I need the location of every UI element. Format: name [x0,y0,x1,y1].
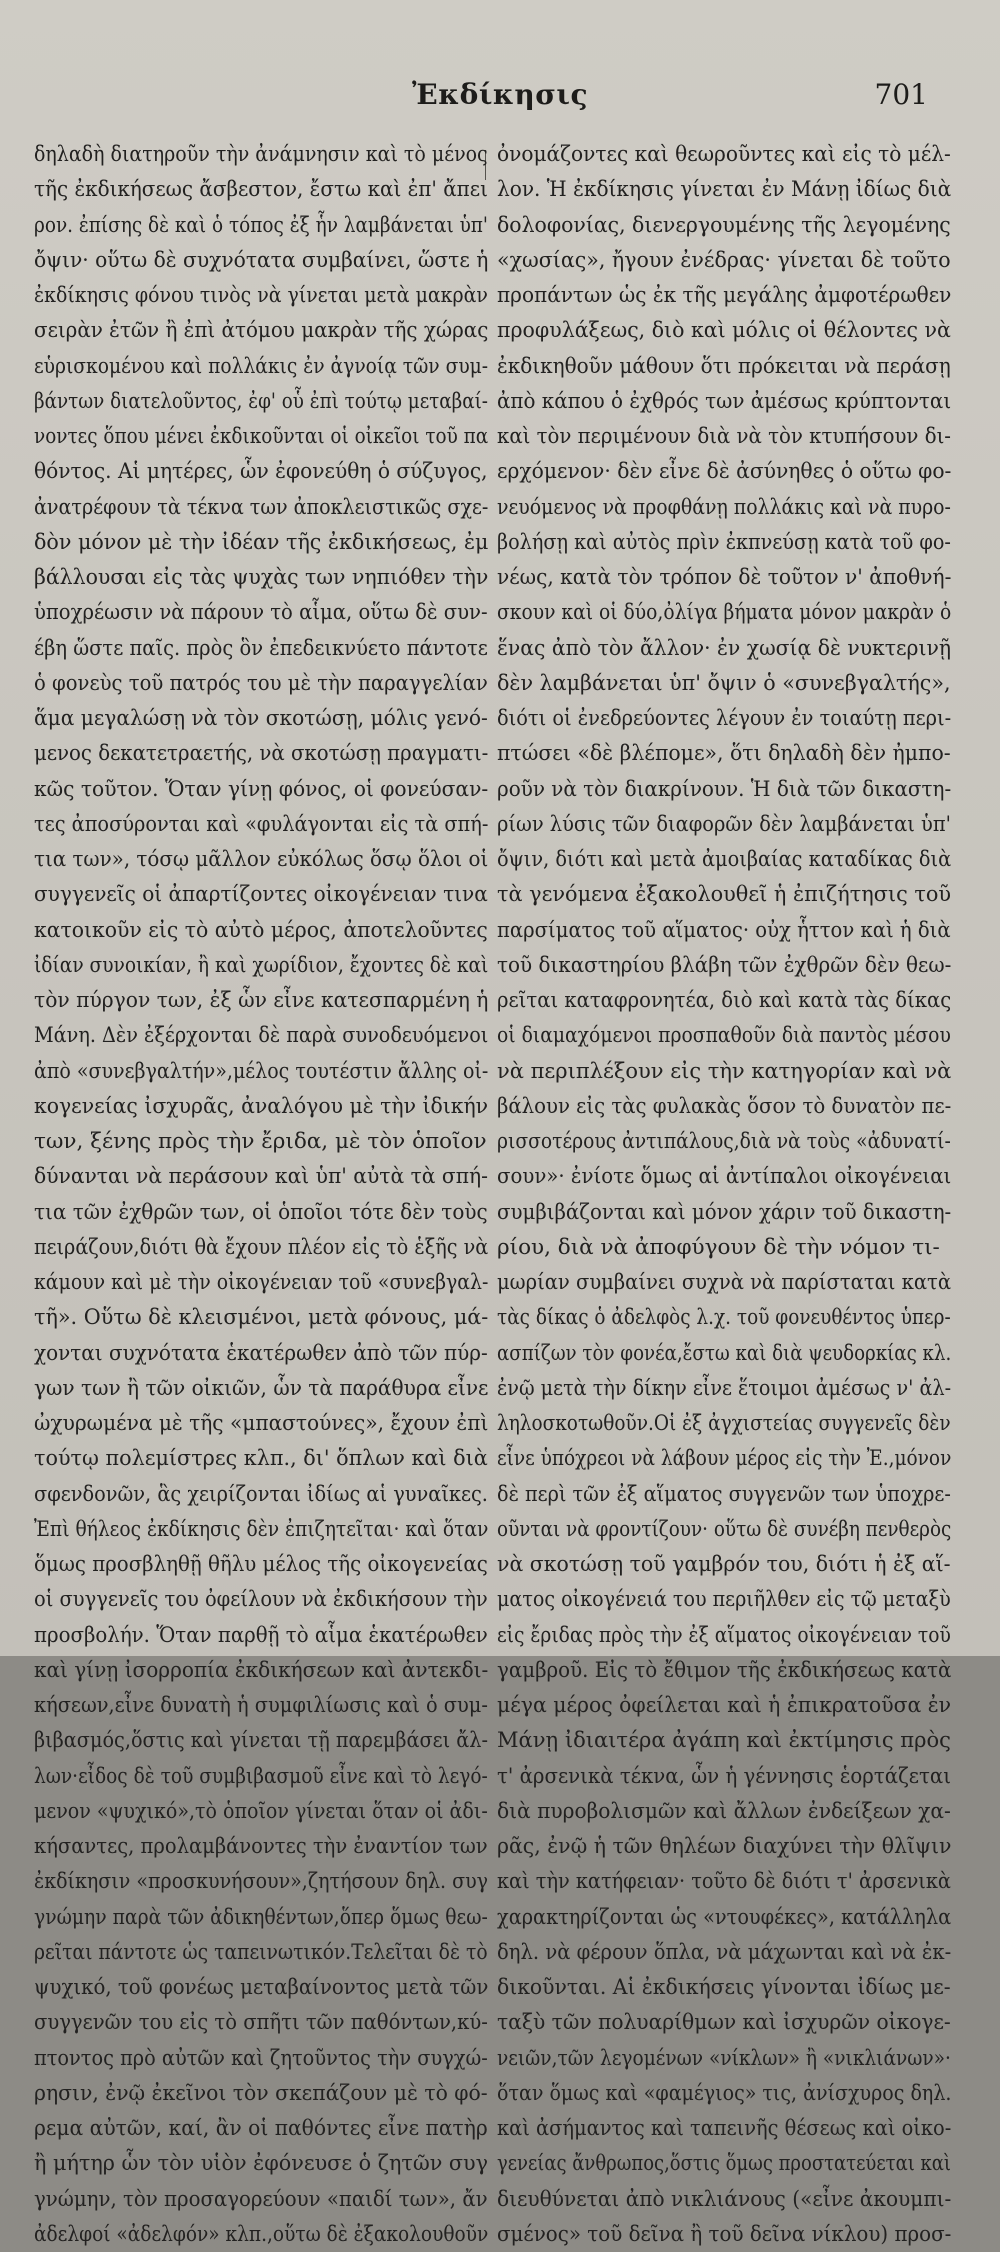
text-line: ρεῖται καταφρονητέα, διὸ καὶ κατὰ τὰς δίκας [497,988,952,1013]
text-line: τες ἀποσύρονται καὶ «φυλάγονται εἰς τὰ σπή- [34,811,489,837]
right-text-column [497,137,951,2252]
text-line: δὲν λαμβάνεται ὑπ' ὄψιν ὁ «συνεβγαλτής», [497,670,951,696]
text-line: ερχόμενον· δὲν εἶνε δὲ ἀσύνηθες ὁ οὕτω φο- [497,459,952,485]
text-line: ἀπὸ «συνεβγαλτήν»,μέλος τουτέστιν ἄλλης οἰ- [34,1058,489,1084]
text-line: γνώμην, τὸν προσαγορεύουν «παιδί των», ἄν [34,2186,488,2212]
text-line: προπάντων ὡς ἐκ τῆς μεγάλης ἀμφοτέρωθεν [497,283,952,308]
text-line: καὶ ἀσήμαντος καὶ ταπεινῆς θέσεως καὶ οἰκο- [497,2116,952,2141]
text-line: σμένος» τοῦ δεῖνα ἢ τοῦ δεῖνα νίκλου) προσ- [497,2221,952,2247]
text-line: σειρὰν ἐτῶν ἢ ἐπὶ ἀτόμου μακρὰν τῆς χώρας [34,318,489,344]
text-line: διὰ πυροβολισμῶν καὶ ἄλλων ἐνδείξεων χα- [497,1798,951,1824]
text-line: θόντος. Αἱ μητέρες, ὧν ἐφονεύθη ὁ σύζυγος, [34,459,488,485]
text-line: οἱ διαμαχόμενοι προσπαθοῦν διὰ παντὸς μέσου [497,1023,951,1049]
text-line: έβη ὥστε παῖς. πρὸς ὃν ἐπεδεικνύετο πάντοτε [34,635,488,661]
text-line: ψυχικό, τοῦ φονέως μεταβαίνοντος μετὰ τῶν [34,1975,489,2000]
text-line: τὰ γενόμενα ἐξακολουθεῖ ἡ ἐπιζήτησις τοῦ [497,882,952,908]
text-line: των, ξένης πρὸς τὴν ἔριδα, μὲ τὸν ὁποῖον [34,1129,487,1154]
text-line: συγγενεῖς οἱ ἀπαρτίζοντες οἰκογένειαν τινα [34,882,488,908]
left-text-column [34,137,488,2252]
running-title: Ἐκδίκησις [412,78,588,111]
text-line: ρᾶς, ἐνῷ ἡ τῶν θηλέων διαχύνει τὴν θλῖψιν [497,1834,952,1859]
page-header [0,78,1000,118]
text-line: εἰς ἔριδας πρὸς τὴν ἐξ αἵματος οἰκογένειαν τοῦ [497,1622,951,1648]
text-line: σκουν καὶ οἱ δύο,ὀλίγα βήματα μόνον μακρὰν ὁ [497,600,952,626]
text-line: καὶ γίνῃ ἰσορροπία ἐκδικήσεων καὶ ἀντεκδι- [34,1657,489,1683]
text-line: δὲ περὶ τῶν ἐξ αἵματος συγγενῶν των ὑποχρε- [497,1481,951,1507]
page-number: 701 [874,78,928,111]
text-line: ασπίζων τὸν φονέα,ἔστω καὶ διὰ ψευδορκίας κλ. [497,1340,952,1366]
text-line: μενος δεκατετραετής, νὰ σκοτώσῃ πραγματι- [34,741,489,767]
text-line: ρίων λύσις τῶν διαφορῶν δὲν λαμβάνεται ὑπ' [497,811,951,837]
text-line: νὰ περιπλέξουν εἰς τὴν κατηγορίαν καὶ νὰ [497,1058,952,1084]
text-line: ἐκδικηθοῦν μάθουν ὅτι πρόκειται νὰ περάσῃ [497,353,951,379]
text-line: πτοντος πρὸ αὐτῶν καὶ ζητοῦντος τὴν συγχώ- [34,2045,488,2071]
text-line: ρησιν, ἐνῷ ἐκεῖνοι τὸν σκεπάζουν μὲ τὸ φό- [34,2080,488,2106]
text-line: τια των», τόσῳ μᾶλλον εὐκόλως ὅσῳ ὅλοι οἱ [34,847,489,872]
text-line: ἀπὸ κάπου ὁ ἐχθρός των ἀμέσως κρύπτονται [497,388,952,414]
text-line: μωρίαν συμβαίνει συχνὰ νὰ παρίσταται κατὰ [497,1270,952,1295]
text-line: Μάνη. Δὲν ἐξέρχονται δὲ παρὰ συνοδευόμενοι [34,1023,489,1049]
text-line: γενείας ἄνθρωπος,ὅστις ὅμως προστατεύεται καὶ [497,2151,951,2177]
text-line: τὸν πύργον των, ἐξ ὧν εἶνε κατεσπαρμένη ἡ [34,988,489,1013]
text-line: ὠχυρωμένα μὲ τῆς «μπαστούνες», ἔχουν ἐπὶ [34,1411,489,1436]
text-line: δηλαδὴ διατηροῦν τὴν ἀνάμνησιν καὶ τὸ μένος [34,142,488,167]
text-line: τια τῶν ἐχθρῶν των, οἱ ὁποῖοι τότε δὲν τοὺς [34,1199,488,1225]
text-line: Ἐπὶ θήλεος ἐκδίκησις δὲν ἐπιζητεῖται· καὶ ὅταν [34,1516,489,1542]
text-line: σφενδονῶν, ἃς χειρίζονται ἰδίως αἱ γυναῖκες. [34,1481,488,1507]
text-line: βάλλουσαι εἰς τὰς ψυχὰς των νηπιόθεν τὴν [34,565,489,590]
text-line: δὸν μόνον μὲ τὴν ἰδέαν τῆς ἐκδικήσεως, ἐμ [34,529,489,555]
text-line: ἀνατρέφουν τὰ τέκνα των ἀποκλειστικῶς σχε- [34,494,489,520]
text-line: νέως, κατὰ τὸν τρόπον δὲ τοῦτον ν' ἀποθνή- [497,565,952,590]
text-line: «χωσίας», ἤγουν ἐνέδρας· γίνεται δὲ τοῦτο [497,247,951,273]
text-line: σουν»· ἐνίοτε ὅμως αἱ ἀντίπαλοι οἰκογένειαι [497,1164,952,1190]
text-line: διότι οἱ ἐνεδρεύοντες λέγουν ἐν τοιαύτῃ περι- [497,706,952,731]
text-line: συγγενῶν του εἰς τὸ σπῆτι τῶν παθόντων,κύ- [34,2010,488,2036]
text-line: δικοῦνται. Αἱ ἐκδικήσεις γίνονται ἰδίως με- [497,1975,951,2000]
text-line: ὄψιν, διότι καὶ μετὰ ἀμοιβαίας καταδίκας διὰ [497,847,952,872]
text-line: νευόμενος νὰ προφθάνῃ πολλάκις καὶ νὰ πυρο- [497,494,951,520]
text-line: ὅταν ὅμως καὶ «φαμέγιος» τις, ἀνίσχυρος δηλ. [497,2080,952,2106]
text-line: ρεμα αὐτῶν, καί, ἂν οἱ παθόντες εἶνε πατὴρ [34,2116,488,2141]
text-line: πειράζουν,διότι θὰ ἔχουν πλέον εἰς τὸ ἑξῆς νὰ [34,1234,489,1260]
text-line: οἱ συγγενεῖς του ὀφείλουν νὰ ἐκδικήσουν τὴν [34,1587,488,1613]
text-line: κατοικοῦν εἰς τὸ αὐτὸ μέρος, ἀποτελοῦντες [34,917,488,943]
text-line: ὁ φονεὺς τοῦ πατρός του μὲ τὴν παραγγελίαν [34,670,488,696]
text-line: προσβολήν. Ὅταν παρθῇ τὸ αἷμα ἑκατέρωθεν [34,1622,488,1648]
text-line: ὀνομάζοντες καὶ θεωροῦντες καὶ εἰς τὸ μέλ- [497,142,951,167]
text-line: δηλ. νὰ φέρουν ὅπλα, νὰ μάχωνται καὶ νὰ ἐκ- [497,1939,952,1965]
text-line: βιβασμός,ὅστις καὶ γίνεται τῇ παρεμβάσει ἄλ- [34,1728,488,1754]
text-line: τοῦ δικαστηρίου βλάβη τῶν ἐχθρῶν δὲν θεω- [497,952,952,978]
text-line: εὑρισκομένου καὶ πολλάκις ἐν ἀγνοίᾳ τῶν συμ- [34,353,489,379]
text-line: λων·εἶδος δὲ τοῦ συμβιβασμοῦ εἶνε καὶ τὸ λεγό- [34,1763,488,1789]
text-line: ἐκδίκησιν «προσκυνήσουν»,ζητήσουν δηλ. συγ [34,1869,489,1895]
text-line: ρεῖται πάντοτε ὡς ταπεινωτικόν.Τελεῖται δὲ τὸ [34,1939,488,1965]
text-line: ρον. ἐπίσης δὲ καὶ ὁ τόπος ἐξ ἧν λαμβάνεται ὑπ' [34,212,489,238]
text-line: ληλοσκοτωθοῦν.Οἱ ἐξ ἀγχιστείας συγγενεῖς δὲν [497,1411,951,1436]
text-line: δολοφονίας, διενεργουμένης τῆς λεγομένης [497,212,951,238]
text-line: ἰδίαν συνοικίαν, ἢ καὶ χωρίδιον, ἔχοντες δὲ καὶ [34,952,489,978]
text-line: νὰ σκοτώσῃ τοῦ γαμβρόν του, διότι ἡ ἐξ αἵ- [497,1552,951,1577]
text-line: διευθύνεται ἀπὸ νικλιάνους («εἶνε ἀκουμπι- [497,2186,952,2212]
text-line: νοντες ὅπου μένει ἐκδικοῦνται οἱ οἰκεῖοι τοῦ πα [34,424,489,449]
text-line: οῦνται νὰ φροντίζουν· οὕτω δὲ συνέβη πενθερὸς [497,1516,952,1542]
text-line: πτώσει «δὲ βλέπομε», ὅτι δηλαδὴ δὲν ἠμπο- [497,741,951,767]
text-line: ματος οἰκογένειά του περιῆλθεν εἰς τῷ μεταξὺ [497,1587,951,1613]
text-line: παρσίματος τοῦ αἵματος· οὐχ ἧττον καὶ ἡ διὰ [497,917,951,943]
text-line: τῆς ἐκδικήσεως ἄσβεστον, ἔστω καὶ ἐπ' ἄπει [34,177,488,203]
text-line: τ' ἀρσενικὰ τέκνα, ὧν ἡ γέννησις ἑορτάζεται [497,1763,951,1789]
text-line: τῆ». Οὕτω δὲ κλεισμένοι, μετὰ φόνους, μά- [34,1305,489,1331]
text-line: ροῦν νὰ τὸν διακρίνουν. Ἡ διὰ τῶν δικαστη- [497,776,952,802]
text-line: νειῶν,τῶν λεγομένων «νίκλων» ἢ «νικλιάνων»· [497,2045,951,2071]
text-line: ὑποχρέωσιν νὰ πάρουν τὸ αἷμα, οὕτω δὲ συν- [34,600,488,626]
text-line: ἅμα μεγαλώσῃ νὰ τὸν σκοτώσῃ, μόλις γενό- [34,706,488,731]
text-line: κῶς τοῦτον. Ὅταν γίνῃ φόνος, οἱ φονεύσαν- [34,776,489,802]
text-line: κήσεων,εἶνε δυνατὴ ἡ συμφιλίωσις καὶ ὁ συμ- [34,1693,488,1718]
text-line: χαρακτηρίζονται ὡς «ντουφέκες», κατάλληλα [497,1904,952,1930]
text-line: κάμουν καὶ μὲ τὴν οἰκογένειαν τοῦ «συνεβγαλ- [34,1270,489,1295]
text-line: ὄψιν· οὕτω δὲ συχνότατα συμβαίνει, ὥστε ἡ [34,247,489,273]
text-line: ἐκδίκησις φόνου τινὸς νὰ γίνεται μετὰ μακρὰν [34,283,488,308]
text-line: μέγα μέρος ὀφείλεται καὶ ἡ ἐπικρατοῦσα ἐν [497,1693,952,1718]
text-line: καὶ τὴν κατήφειαν· τοῦτο δὲ διότι τ' ἀρσενικὰ [497,1869,951,1895]
text-line: ὅμως προσβληθῇ θῆλυ μέλος τῆς οἰκογενείας [34,1552,488,1577]
text-line: δύνανται νὰ περάσουν καὶ ὑπ' αὐτὰ τὰ σπή- [34,1164,488,1190]
text-line: λον. Ἡ ἐκδίκησις γίνεται ἐν Μάνῃ ἰδίως διὰ [497,177,952,203]
text-line: κογενείας ἰσχυρᾶς, ἀναλόγου μὲ τὴν ἰδικήν [34,1093,489,1119]
text-line: γαμβροῦ. Εἰς τὸ ἔθιμον τῆς ἐκδικήσεως κατὰ [497,1657,952,1683]
text-line: βολήσῃ καὶ αὐτὸς πρὶν ἐκπνεύσῃ κατὰ τοῦ φο- [497,529,951,555]
text-line: γων των ἢ τῶν οἰκιῶν, ὧν τὰ παράθυρα εἶνε [34,1375,489,1401]
text-line: τὰς δίκας ὁ ἀδελφὸς λ.χ. τοῦ φονευθέντος ὑπερ- [497,1305,951,1331]
text-line: Μάνῃ ἰδιαιτέρα ἀγάπη καὶ ἐκτίμησις πρὸς [497,1728,951,1754]
text-line: ταξὺ τῶν πολυαρίθμων καὶ ἰσχυρῶν οἰκογε- [497,2010,951,2036]
text-line: βάντων διατελοῦντος, ἐφ' οὗ ἐπὶ τούτῳ μεταβαί- [34,388,489,414]
text-line: ρισσοτέρους ἀντιπάλους,διὰ νὰ τοὺς «ἀδυνατί- [497,1129,951,1154]
text-line: καὶ τὸν περιμένουν διὰ νὰ τὸν κτυπήσουν δι- [497,424,951,449]
text-line: εἶνε ὑπόχρεοι νὰ λάβουν μέρος εἰς τὴν Ἐ.,μόνον [497,1446,952,1472]
text-line: κήσαντες, προλαμβάνοντες τὴν ἐναντίον των [34,1834,488,1859]
text-line: ρίου, διὰ νὰ ἀποφύγουν δὲ τὴν νόμον τι- [497,1234,940,1260]
text-line: μενον «ψυχικό»,τὸ ὁποῖον γίνεται ὅταν οἱ ἀδι- [34,1798,488,1824]
text-line: γνώμην παρὰ τῶν ἀδικηθέντων,ὅπερ ὅμως θεω- [34,1904,488,1930]
text-line: τούτῳ πολεμίστρες κλπ., δι' ὅπλων καὶ διὰ [34,1446,488,1472]
text-line: ἀδελφοί «ἀδελφόν» κλπ.,οὕτω δὲ ἐξακολουθοῦν [34,2221,489,2247]
text-line: ἢ μήτηρ ὧν τὸν υἱὸν ἐφόνευσε ὁ ζητῶν συγ [34,2151,489,2177]
text-line: συμβιβάζονται καὶ μόνον χάριν τοῦ δικαστη- [497,1199,952,1225]
text-line: βάλουν εἰς τὰς φυλακὰς ὅσον τὸ δυνατὸν πε- [497,1093,952,1119]
text-line: προφυλάξεως, διὸ καὶ μόλις οἱ θέλοντες νὰ [497,318,951,344]
text-line: ἐνῷ μετὰ τὴν δίκην εἶνε ἕτοιμοι ἀμέσως ν' ἀλ- [497,1375,952,1401]
text-line: ἕνας ἀπὸ τὸν ἄλλον· ἐν χωσίᾳ δὲ νυκτερινῇ [497,635,952,661]
text-line: χονται συχνότατα ἑκατέρωθεν ἀπὸ τῶν πύρ- [34,1340,488,1366]
